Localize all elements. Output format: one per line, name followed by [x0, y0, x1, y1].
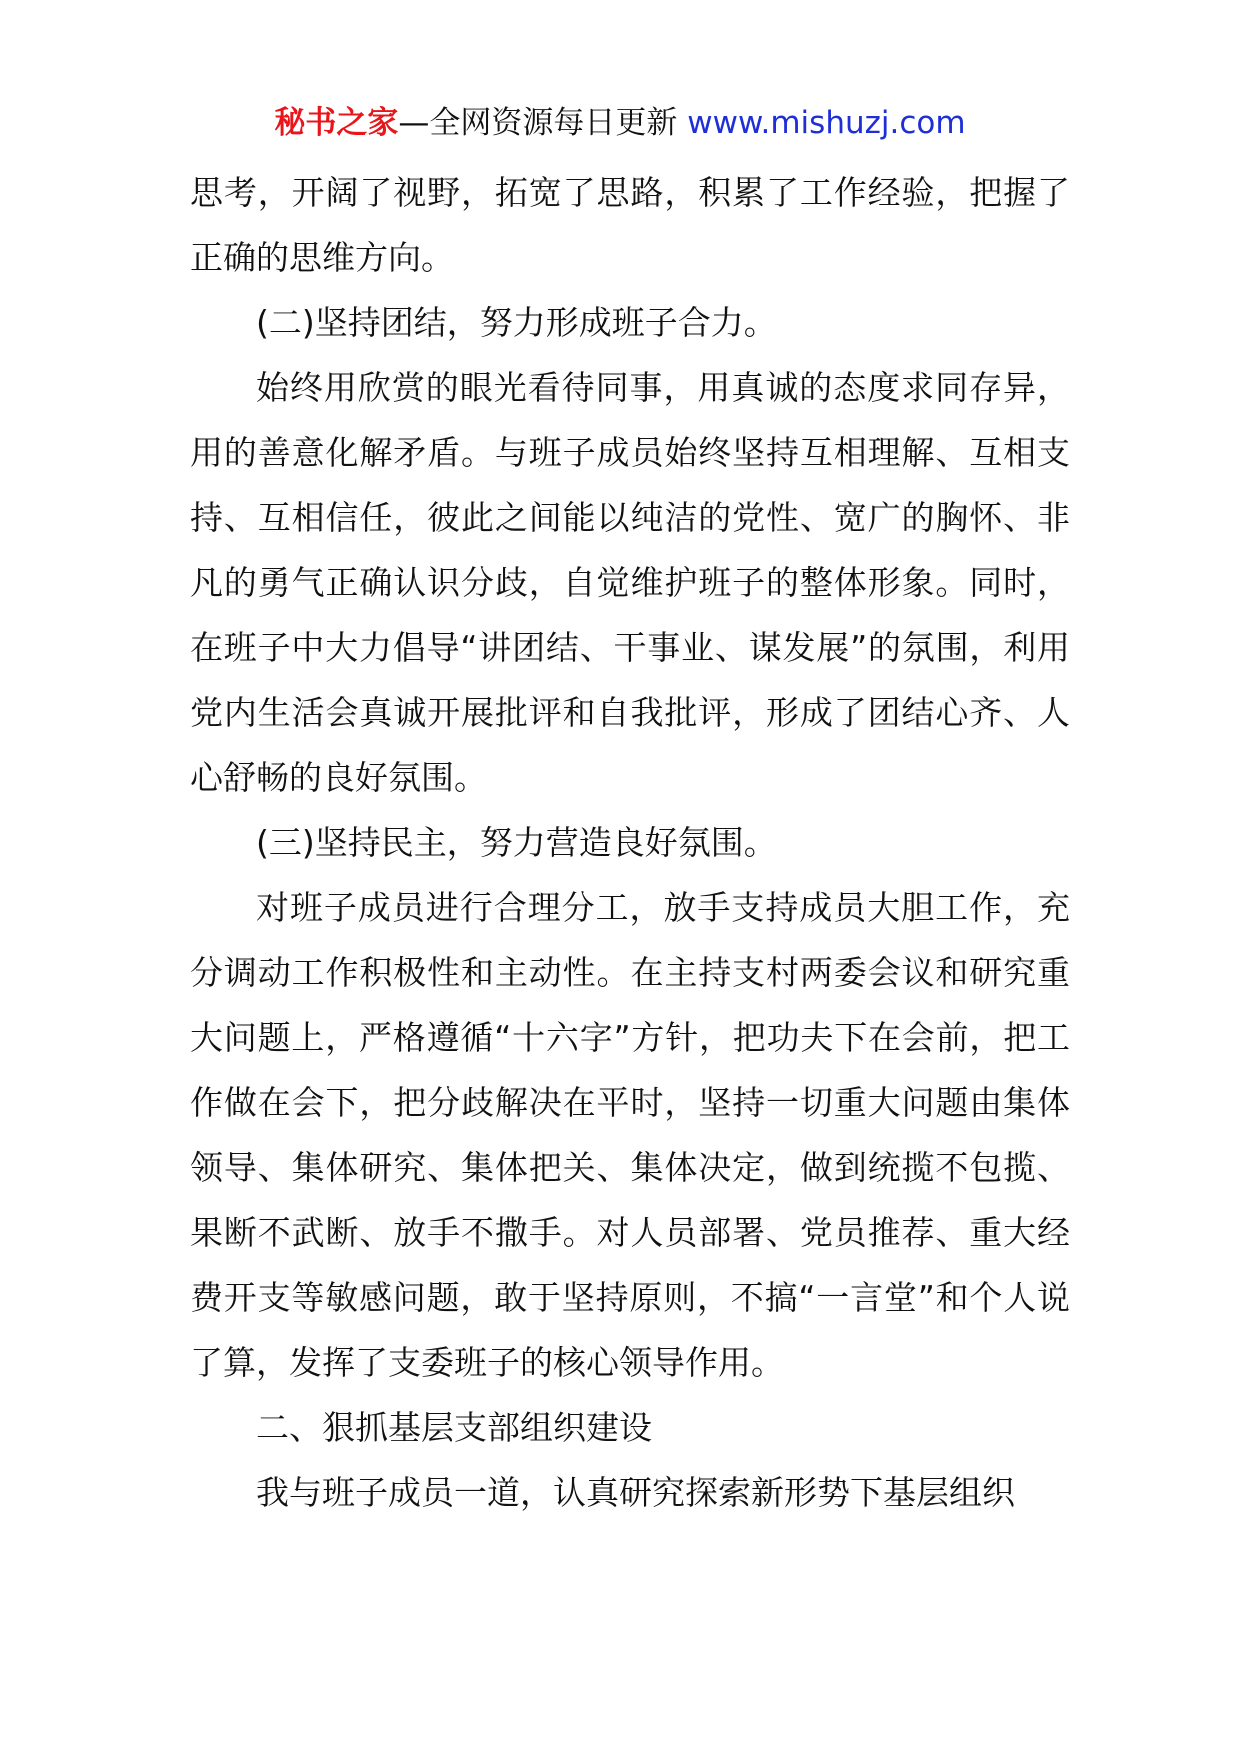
paragraph-democracy: 对班子成员进行合理分工，放手支持成员大胆工作，充分调动工作积极性和主动性。在主持支村两委会议和研究重大问题上，严格遵循“十六字”方针，把功夫下在会前，把工作做在会下，把分歧解决在平时，坚持一切重大问题由集体领导、集体研究、集体把关、集体决定，做到统揽不包揽、果断不武断、放手不撒手。对人员部署、党员推荐、重大经费开支等敏感问题，敢于坚持原则，不搞“一言堂”和个人说了算，发挥了支委班子的核心领导作用。 [190, 888, 1070, 1382]
paragraph-unity: 始终用欣赏的眼光看待同事，用真诚的态度求同存异，用的善意化解矛盾。与班子成员始终坚持互相理解、互相支持、互相信任，彼此之间能以纯洁的党性、宽广的胸怀、非凡的勇气正确认识分歧，自觉维护班子的整体形象。同时，在班子中大力倡导“讲团结、干事业、谋发展”的氛围，利用党内生活会真诚开展批评和自我批评，形成了团结心齐、人心舒畅的良好氛围。 [190, 368, 1070, 797]
page-header [0, 100, 1240, 146]
header-tagline: —全网资源每日更新 [398, 105, 688, 141]
paragraph-continued: 思考，开阔了视野，拓宽了思路，积累了工作经验，把握了正确的思维方向。 [190, 173, 1070, 277]
site-url-link[interactable]: www.mishuzj.com [687, 105, 966, 141]
brand-name: 秘书之家 [274, 105, 399, 141]
section-heading-democracy: (三)坚持民主，努力营造良好氛围。 [256, 823, 777, 862]
paragraph-organization: 我与班子成员一道，认真研究探索新形势下基层组织 [256, 1473, 1015, 1512]
section-heading-unity: (二)坚持团结，努力形成班子合力。 [256, 303, 777, 342]
section-heading-organization: 二、狠抓基层支部组织建设 [256, 1408, 652, 1447]
document-body [190, 160, 1070, 1525]
